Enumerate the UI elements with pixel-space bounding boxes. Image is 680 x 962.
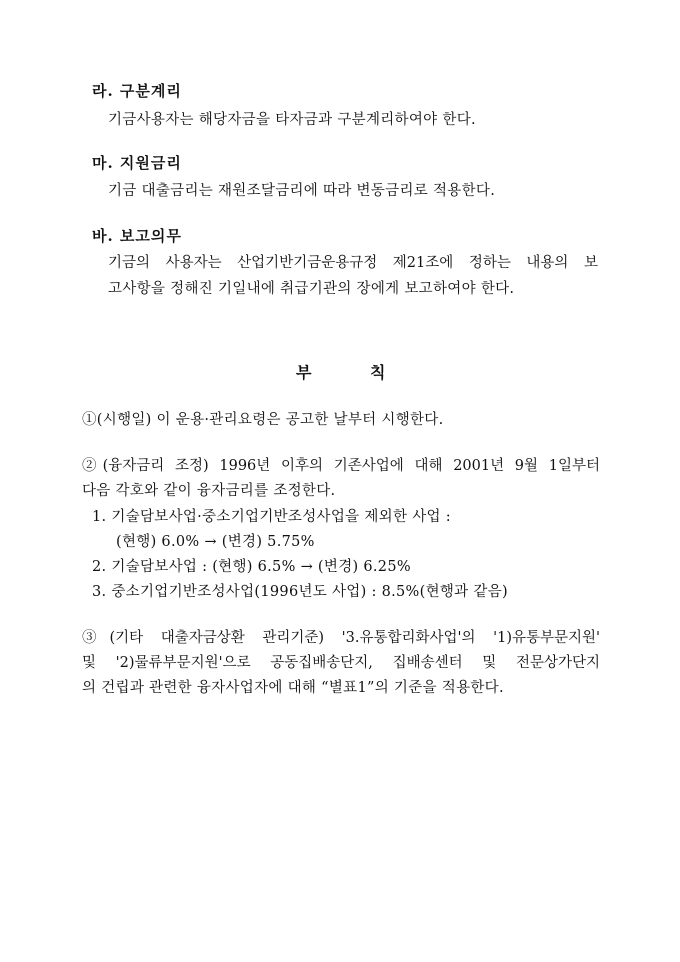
list-item: 3. 중소기업기반조성사업(1996년도 사업) : 8.5%(현행과 같음) bbox=[92, 584, 508, 600]
appendix-title-left: 부 bbox=[296, 363, 312, 382]
section-body-line: 기금사용자는 해당자금을 타자금과 구분계리하여야 한다. bbox=[108, 112, 476, 128]
appendix-item-other-criteria-cont: 및 '2)물류부문지원'으로 공동집배송단지, 집배송센터 및 전문상가단지 bbox=[82, 655, 600, 671]
appendix-item-other-criteria-cont: 의 건립과 관련한 융자사업자에 대해 “별표1”의 기준을 적용한다. bbox=[82, 680, 504, 696]
appendix-item-interest-adjustment: ②(융자금리 조정) 1996년 이후의 기존사업에 대해 2001년 9월 1일부터 bbox=[82, 458, 600, 474]
appendix-item-other-criteria: ③(기타 대출자금상환 관리기준) '3.유통합리화사업'의 '1)유통부문지원' bbox=[82, 630, 600, 646]
section-heading-reporting-duty: 바. 보고의무 bbox=[92, 227, 182, 245]
list-item: 2. 기술담보사업 : (현행) 6.5% → (변경) 6.25% bbox=[92, 559, 411, 575]
appendix-item-interest-adjustment-cont: 다음 각호와 같이 융자금리를 조정한다. bbox=[82, 483, 336, 499]
section-body-line: 기금 대출금리는 재원조달금리에 따라 변동금리로 적용한다. bbox=[108, 183, 496, 199]
section-body-line: 고사항을 정해진 기일내에 취급기관의 장에게 보고하여야 한다. bbox=[108, 281, 515, 297]
appendix-item-effective-date: ①(시행일) 이 운용·관리요령은 공고한 날부터 시행한다. bbox=[82, 412, 444, 428]
list-item: 1. 기술담보사업·중소기업기반조성사업을 제외한 사업 : bbox=[92, 509, 451, 525]
appendix-title-right: 칙 bbox=[370, 363, 386, 382]
section-body-line: 기금의 사용자는 산업기반기금운용규정 제21조에 정하는 내용의 보 bbox=[108, 255, 598, 271]
section-heading-separate-accounting: 라. 구분계리 bbox=[92, 82, 182, 100]
section-heading-support-interest: 마. 지원금리 bbox=[92, 154, 182, 172]
list-item-detail: (현행) 6.0% → (변경) 5.75% bbox=[116, 534, 315, 550]
